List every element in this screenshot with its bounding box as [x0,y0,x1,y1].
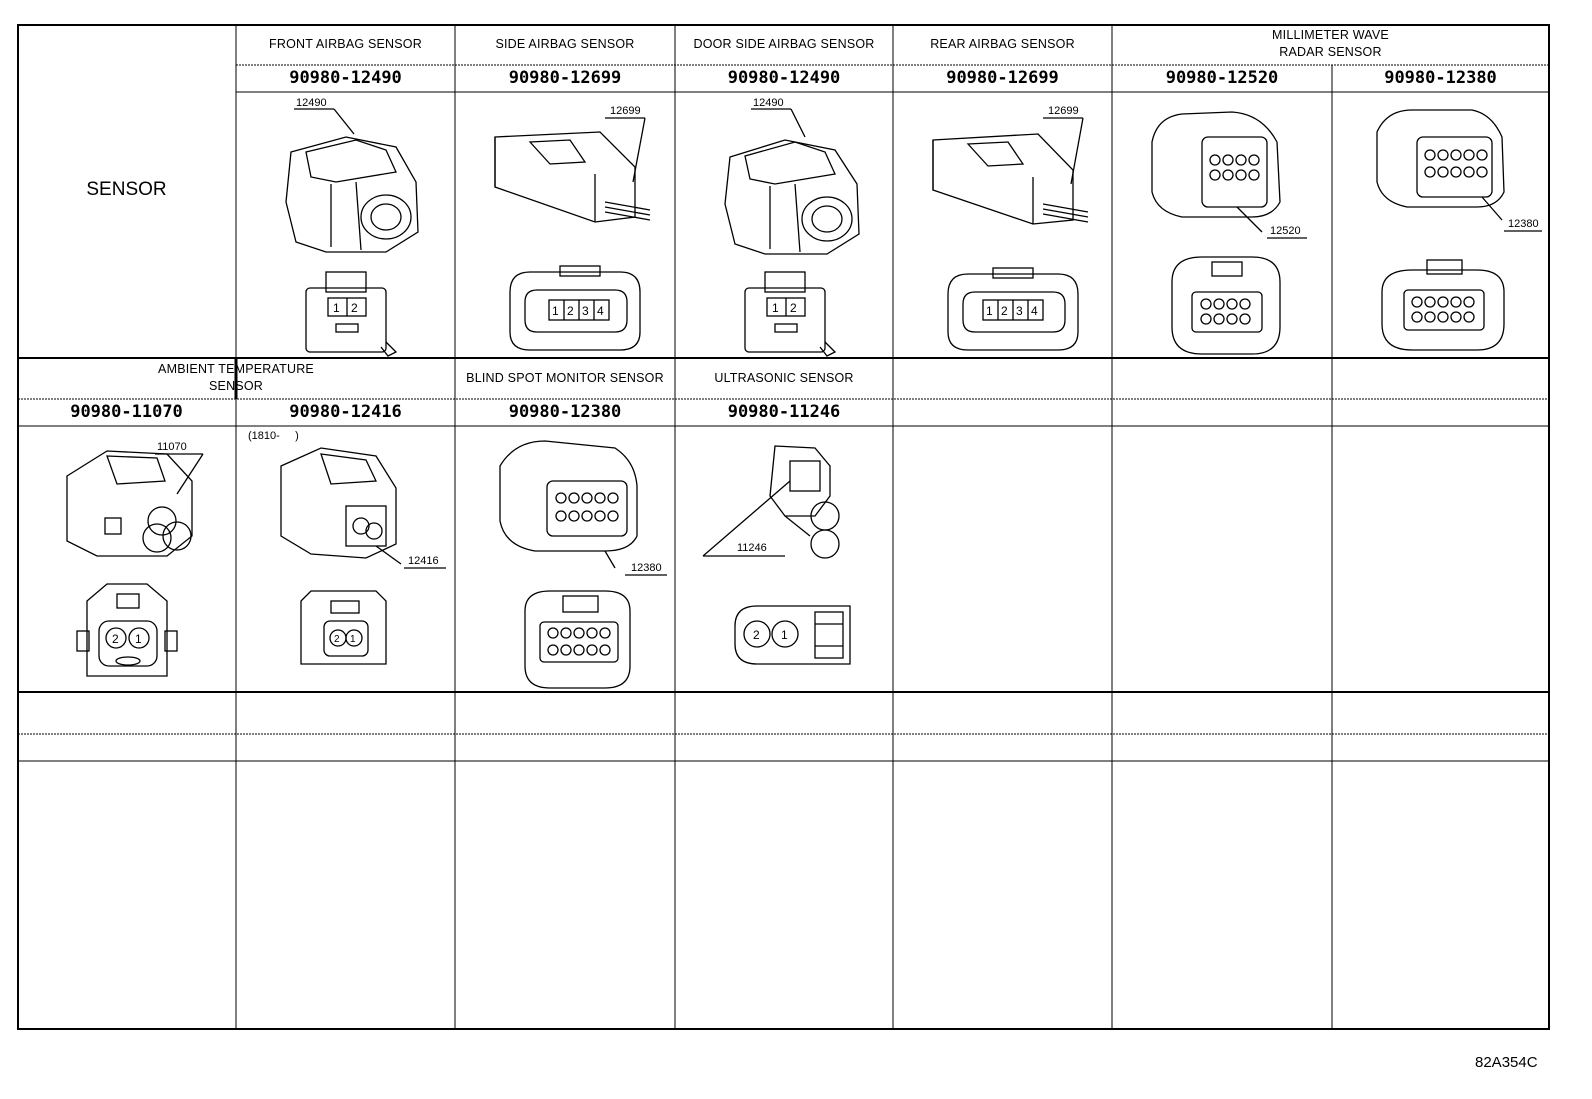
group-title-blind-spot: BLIND SPOT MONITOR SENSOR [466,371,664,385]
part-number: 90980-12380 [1384,68,1497,88]
callout-label: 11246 [737,542,767,554]
pin-label: 2 [567,304,574,318]
pin-label: 4 [597,304,604,318]
pin-label: 2 [790,301,797,315]
callout-label: 12699 [1048,105,1079,117]
group-title-door-side-airbag: DOOR SIDE AIRBAG SENSOR [693,37,875,51]
group-title-side-airbag: SIDE AIRBAG SENSOR [495,37,635,51]
group-title-line: RADAR SENSOR [1279,45,1382,59]
group-title-line: MILLIMETER WAVE [1272,28,1389,42]
part-number: 90980-12699 [508,68,622,88]
connector-drawing-12380 [1332,92,1549,358]
callout-label: 12520 [1270,225,1301,237]
callout-label: 12416 [408,555,439,567]
part-number: 90980-11070 [70,402,183,422]
callout-label: 12380 [1508,218,1539,230]
pin-label: 2 [351,301,358,315]
pin-face-view [1382,260,1504,350]
pin-face-view [301,591,386,664]
pin-label: 1 [135,632,142,646]
connector-drawing-11246 [675,426,893,692]
group-title-ambient-temp [17,361,455,395]
note-label: (1810- ) [248,430,299,442]
pin-label: 2 [1001,304,1008,318]
group-title-line: SENSOR [209,379,263,393]
pin-label: 3 [582,304,589,318]
pin-label: 3 [1016,304,1023,318]
connector-drawing-11070 [17,426,236,692]
pin-label: 2 [334,634,340,645]
callout-label: 12490 [296,97,327,109]
pin-face-view [306,272,396,356]
pin-label: 1 [552,304,559,318]
connector-drawing-12699 [455,92,675,358]
connector-drawing-12490 [236,92,455,358]
pin-face-view [525,591,630,688]
part-number: 90980-12699 [946,68,1059,88]
pin-face-view [1172,257,1280,354]
part-number: 90980-12520 [1165,68,1279,88]
connector-drawing-12380 [455,426,675,692]
pin-label: 4 [1031,304,1038,318]
part-number: 90980-12380 [508,402,622,422]
pin-label: 1 [781,628,788,642]
pin-face-view [77,584,177,676]
group-title-mmw-radar [1112,27,1549,61]
connector-drawing-12416 [236,426,455,692]
pin-label: 1 [350,634,356,645]
pin-label: 2 [112,632,119,646]
callout-label: 12380 [631,562,662,574]
drawing-code: 82A354C [1475,1054,1538,1071]
part-number: 90980-11246 [727,402,841,422]
pin-face-view [735,606,850,664]
connector-drawing-12520 [1112,92,1332,358]
connector-drawing-12699 [893,92,1112,358]
connector-chart [17,24,1577,1041]
pin-label: 1 [333,301,340,315]
pin-face-view [745,272,835,356]
part-number: 90980-12490 [727,68,841,88]
pin-label: 1 [772,301,779,315]
callout-label: 12490 [753,97,784,109]
callout-label: 12699 [610,105,641,117]
group-title-rear-airbag: REAR AIRBAG SENSOR [930,37,1075,51]
pin-face-view [510,266,640,350]
connector-drawing-12490 [675,92,893,358]
group-title-front-airbag: FRONT AIRBAG SENSOR [269,37,422,51]
pin-label: 1 [986,304,993,318]
part-number: 90980-12416 [289,402,402,422]
group-title-line: AMBIENT TEMPERATURE [158,362,314,376]
row-label-sensor: SENSOR [86,179,167,200]
callout-label: 11070 [157,441,187,453]
group-title-ultrasonic: ULTRASONIC SENSOR [714,371,854,385]
part-number: 90980-12490 [289,68,402,88]
pin-face-view [948,268,1078,350]
pin-label: 2 [753,628,760,642]
